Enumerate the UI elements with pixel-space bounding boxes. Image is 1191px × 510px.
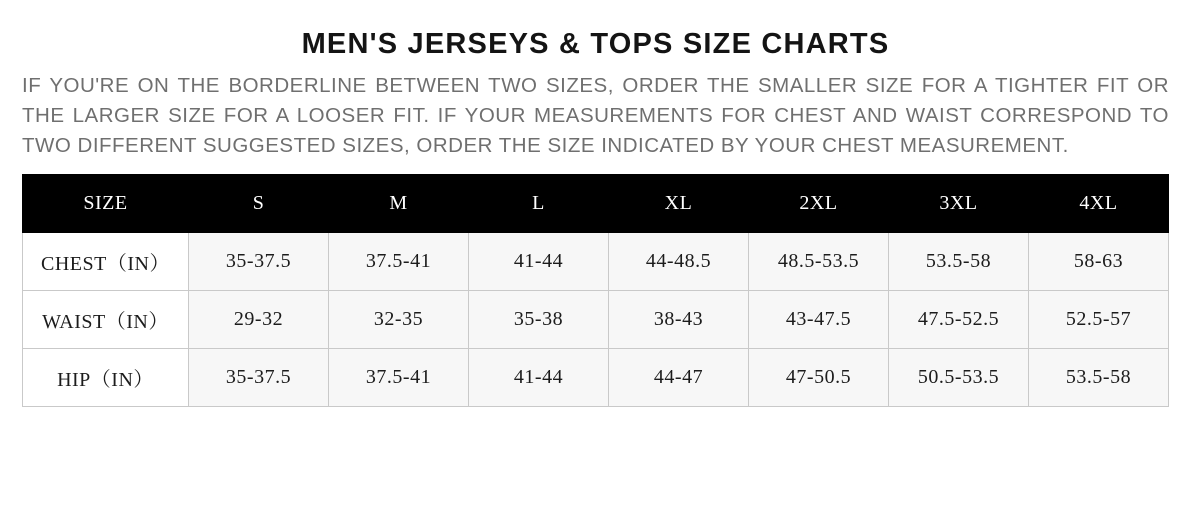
cell-hip-4xl: 53.5-58 [1029, 348, 1169, 406]
page-title: MEN'S JERSEYS & TOPS SIZE CHARTS [301, 28, 890, 60]
table-header [23, 174, 1169, 232]
cell-hip-s: 35-37.5 [189, 348, 329, 406]
cell-chest-xl: 44-48.5 [609, 232, 749, 290]
cell-chest-m: 37.5-41 [329, 232, 469, 290]
column-header-l: L [469, 174, 609, 232]
row-label-hip: HIP（IN） [23, 348, 189, 406]
table-row [23, 232, 1169, 290]
cell-chest-4xl: 58-63 [1029, 232, 1169, 290]
cell-chest-s: 35-37.5 [189, 232, 329, 290]
cell-chest-3xl: 53.5-58 [889, 232, 1029, 290]
column-header-xl: XL [609, 174, 749, 232]
cell-waist-3xl: 47.5-52.5 [889, 290, 1029, 348]
cell-hip-xl: 44-47 [609, 348, 749, 406]
cell-hip-m: 37.5-41 [329, 348, 469, 406]
cell-waist-m: 32-35 [329, 290, 469, 348]
column-header-size: SIZE [23, 174, 189, 232]
cell-waist-l: 35-38 [469, 290, 609, 348]
column-header-4xl: 4XL [1029, 174, 1169, 232]
cell-chest-l: 41-44 [469, 232, 609, 290]
cell-waist-4xl: 52.5-57 [1029, 290, 1169, 348]
row-label-waist: WAIST（IN） [23, 290, 189, 348]
table-row [23, 348, 1169, 406]
cell-waist-xl: 38-43 [609, 290, 749, 348]
cell-chest-2xl: 48.5-53.5 [749, 232, 889, 290]
row-label-chest: CHEST（IN） [23, 232, 189, 290]
cell-waist-s: 29-32 [189, 290, 329, 348]
cell-hip-l: 41-44 [469, 348, 609, 406]
intro-paragraph: IF YOU'RE ON THE BORDERLINE BETWEEN TWO SIZES, ORDER THE SMALLER SIZE FOR A TIGHTER FIT OR THE LARGER SIZE FOR A LOOSER FIT. IF YOUR MEASUREMENTS FOR CHEST AND WAIST CORRESPOND TO TWO DIFFERENT SUGGESTED SIZES, ORDER THE SIZE INDICATED BY YOUR CHEST MEASUREMENT. [22, 74, 1169, 157]
cell-hip-2xl: 47-50.5 [749, 348, 889, 406]
column-header-m: M [329, 174, 469, 232]
size-chart-table [22, 174, 1169, 407]
column-header-3xl: 3XL [889, 174, 1029, 232]
table-row [23, 290, 1169, 348]
table-body [23, 232, 1169, 406]
cell-hip-3xl: 50.5-53.5 [889, 348, 1029, 406]
table-header-row [23, 174, 1169, 232]
column-header-2xl: 2XL [749, 174, 889, 232]
cell-waist-2xl: 43-47.5 [749, 290, 889, 348]
column-header-s: S [189, 174, 329, 232]
